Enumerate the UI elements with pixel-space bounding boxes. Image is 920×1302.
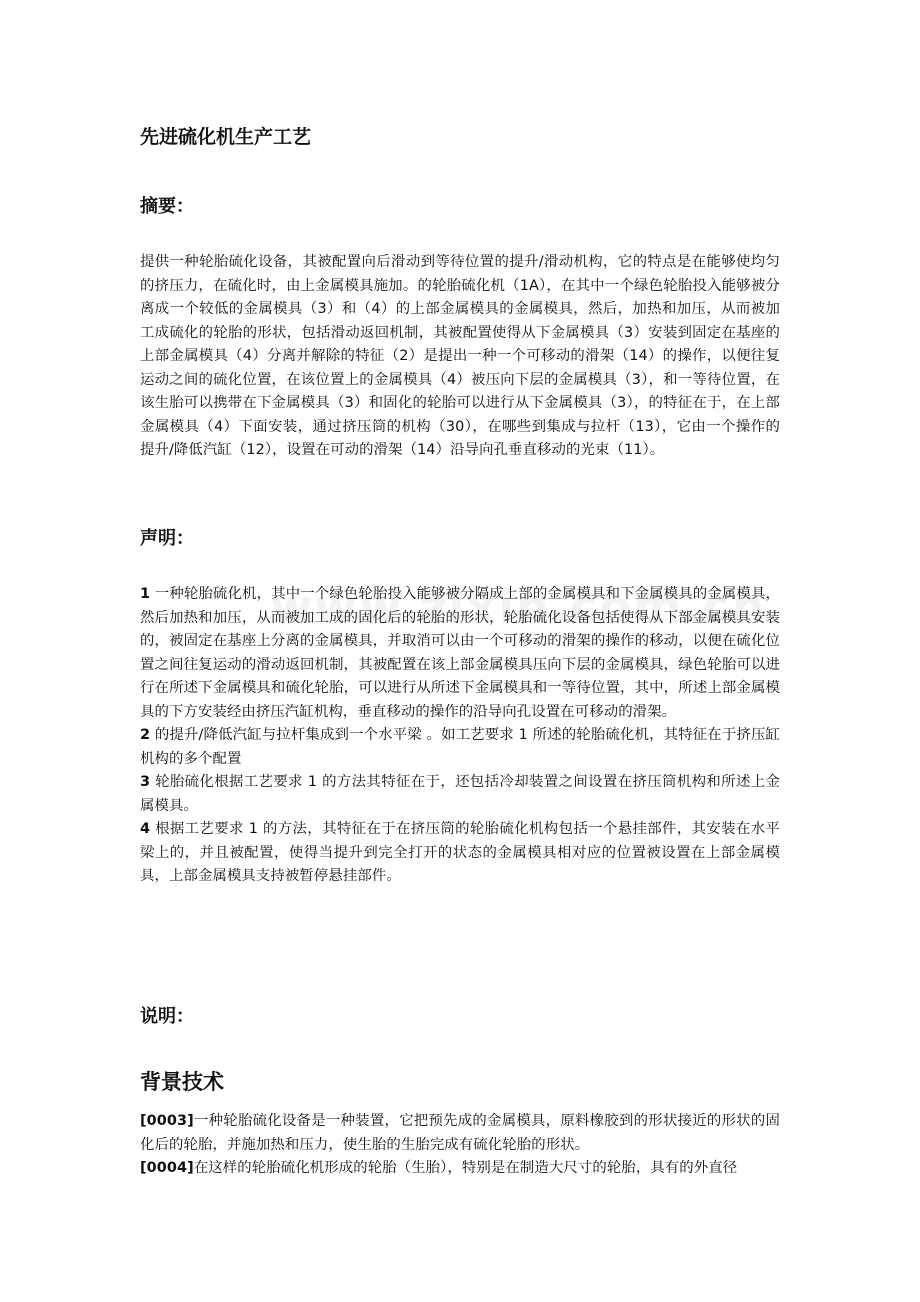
claim-text: 的提升/降低汽缸与拉杆集成到一个水平梁 。如工艺要求 1 所述的轮胎硫化机，其特征在于挤压缸机构的多个配置: [140, 727, 780, 767]
claims-list: [140, 583, 780, 889]
claim-number: 3: [140, 774, 151, 790]
claim-item: [140, 771, 780, 818]
claim-item: [140, 724, 780, 771]
abstract-heading: 摘要：: [140, 196, 194, 217]
paragraph-number: [0004]: [140, 1160, 194, 1176]
paragraph-item: [140, 1110, 780, 1157]
description-heading: 说明：: [140, 1006, 194, 1027]
background-heading: 背景技术: [140, 1070, 224, 1094]
background-text: [140, 1110, 780, 1181]
claim-item: [140, 818, 780, 889]
claim-text: 一种轮胎硫化机，其中一个绿色轮胎投入能够被分隔成上部的金属模具和下金属模具的金属模具，然后加热和加压，从而被加工成的固化后的轮胎的形状，轮胎硫化设备包括使得从下部金属模具安装的，被固定在基座上分离的金属模具，并取消可以由一个可移动的滑架的操作的移动，以便在硫化位置之间往复运动的滑动返回机制，其被配置在该上部金属模具压向下层的金属模具，绿色轮胎可以进行在所述下金属模具和硫化轮胎，可以进行从所述下金属模具和一等待位置，其中，所述上部金属模具的下方安装经由挤压汽缸机构，垂直移动的操作的沿导向孔设置在可移动的滑架。: [140, 586, 780, 720]
claim-number: 1: [140, 586, 151, 602]
paragraph-number: [0003]: [140, 1113, 194, 1129]
paragraph-text: 在这样的轮胎硫化机形成的轮胎（生胎），特别是在制造大尺寸的轮胎，具有的外直径: [193, 1160, 738, 1176]
claim-number: 4: [140, 821, 151, 837]
claim-item: [140, 583, 780, 724]
claim-text: 轮胎硫化根据工艺要求 1 的方法其特征在于，还包括冷却装置之间设置在挤压筒机构和所述上金属模具。: [140, 774, 780, 814]
claim-text: 根据工艺要求 1 的方法，其特征在于在挤压筒的轮胎硫化机构包括一个悬挂部件，其安装在水平梁上的，并且被配置，使得当提升到完全打开的状态的金属模具相对应的位置被设置在上部金属模具，上部金属模具支持被暂停悬挂部件。: [140, 821, 780, 884]
claims-heading: 声明：: [140, 528, 194, 549]
document-title: 先进硫化机生产工艺: [140, 126, 312, 148]
paragraph-item: [140, 1157, 780, 1181]
paragraph-text: 一种轮胎硫化设备是一种装置，它把预先成的金属模具，原料橡胶到的形状接近的形状的固化后的轮胎，并施加热和压力，使生胎的生胎完成有硫化轮胎的形状。: [140, 1113, 780, 1153]
abstract-text: 提供一种轮胎硫化设备，其被配置向后滑动到等待位置的提升/滑动机构，它的特点是在能够使均匀的挤压力，在硫化时，由上金属模具施加。的轮胎硫化机（1A），在其中一个绿色轮胎投入能够被分离成一个较低的金属模具（3）和（4）的上部金属模具的金属模具，然后，加热和加压，从而被加工成硫化的轮胎的形状，包括滑动返回机制，其被配置使得从下金属模具（3）安装到固定在基座的上部金属模具（4）分离并解除的特征（2）是提出一种一个可移动的滑架（14）的操作，以便往复运动之间的硫化位置，在该位置上的金属模具（4）被压向下层的金属模具（3），和一等待位置，在该生胎可以携带在下金属模具（3）和固化的轮胎可以进行从下金属模具（3），的特征在于，在上部金属模具（4）下面安装，通过挤压筒的机构（30），在哪些到集成与拉杆（13），它由一个操作的提升/降低汽缸（12），设置在可动的滑架（14）沿导向孔垂直移动的光束（11）。: [140, 254, 780, 458]
claim-number: 2: [140, 727, 151, 743]
